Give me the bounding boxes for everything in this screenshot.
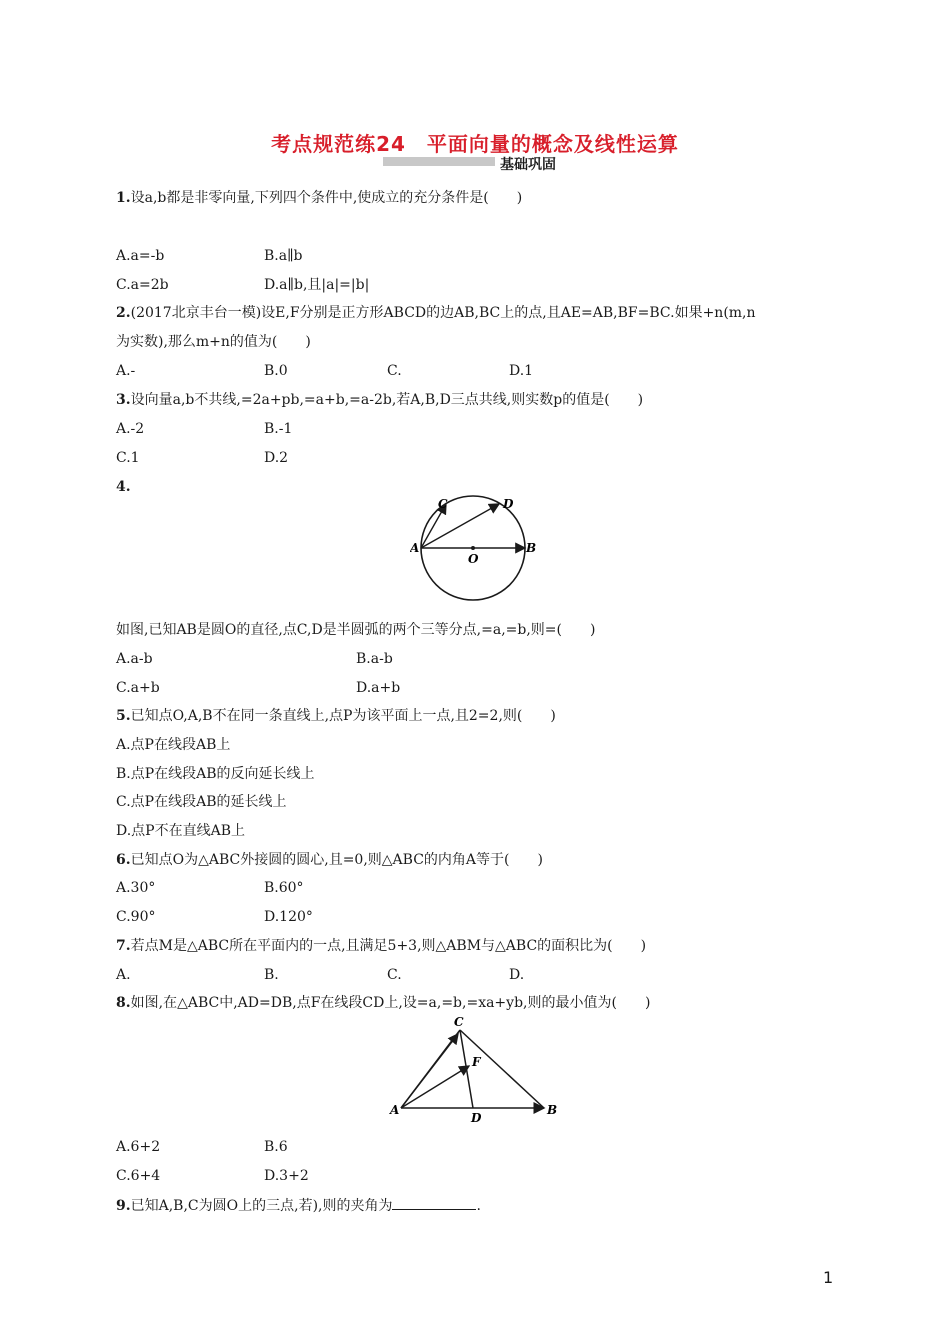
question-number: 1. <box>116 190 131 206</box>
median-cd <box>460 1030 473 1108</box>
q3-option-c: C.1 <box>116 450 140 466</box>
label-b: B <box>547 1103 558 1117</box>
question-number: 9. <box>116 1198 131 1214</box>
circle-diagram <box>410 492 540 602</box>
question-stem: 已知A,B,C为圆O上的三点,若),则的夹角为 <box>130 1198 393 1214</box>
question-number: 8. <box>116 995 131 1011</box>
question-4-number <box>116 477 131 497</box>
page-number: 1 <box>823 1268 834 1287</box>
q6-option-b: B.60° <box>264 880 304 896</box>
question-number: 5. <box>116 708 131 724</box>
q1-option-b: B.a∥b <box>264 248 303 264</box>
question-6 <box>116 850 543 870</box>
question-stem: (2017北京丰台一模)设E,F分别是正方形ABCD的边AB,BC上的点,且AE=AB,BF=BC.如果+n(m,n <box>130 305 756 321</box>
q5-option-c: C.点P在线段AB的延长线上 <box>116 794 287 810</box>
question-stem: 如图,在△ABC中,AD=DB,点F在线段CD上,设=a,=b,=xa+yb,则的最小值为( ) <box>130 995 651 1011</box>
question-number: 7. <box>116 938 131 954</box>
label-f: F <box>472 1055 481 1069</box>
q6-option-c: C.90° <box>116 909 156 925</box>
q8-option-d: D.3+2 <box>264 1168 309 1184</box>
label-a: A <box>390 1103 400 1117</box>
label-b: B <box>526 541 537 555</box>
label-c: C <box>454 1015 464 1029</box>
question-7 <box>116 936 646 956</box>
q1-option-d: D.a∥b,且|a|=|b| <box>264 277 370 293</box>
question-number: 2. <box>116 305 131 321</box>
q8-option-b: B.6 <box>264 1139 288 1155</box>
side-cb <box>460 1030 544 1108</box>
question-1 <box>116 188 522 208</box>
question-5 <box>116 706 556 726</box>
label-a: A <box>410 541 420 555</box>
label-d: D <box>503 497 514 511</box>
q8-option-a: A.6+2 <box>116 1139 161 1155</box>
q4-option-c: C.a+b <box>116 680 160 696</box>
q2-option-d: D.1 <box>509 363 534 379</box>
question-stem: 设a,b都是非零向量,下列四个条件中,使成立的充分条件是( ) <box>130 190 523 206</box>
q1-option-a: A.a=-b <box>116 248 165 264</box>
q4-option-b: B.a-b <box>356 651 393 667</box>
vector-ac <box>401 1034 458 1108</box>
question-number: 3. <box>116 392 131 408</box>
label-o: O <box>468 552 479 566</box>
question-2-line-2: 为实数),那么m+n的值为( ) <box>116 334 311 350</box>
label-d: D <box>471 1111 482 1125</box>
question-4: 如图,已知AB是圆O的直径,点C,D是半圆弧的两个三等分点,=a,=b,则=( ) <box>116 622 596 638</box>
question-3 <box>116 390 643 410</box>
q5-option-d: D.点P不在直线AB上 <box>116 823 245 839</box>
q2-option-c: C. <box>387 363 402 379</box>
q4-option-d: D.a+b <box>356 680 401 696</box>
q2-option-b: B.0 <box>264 363 288 379</box>
q7-option-c: C. <box>387 967 402 983</box>
page-title: 考点规范练24 平面向量的概念及线性运算 <box>271 132 679 156</box>
q7-option-a: A. <box>116 967 131 983</box>
q7-option-d: D. <box>509 967 525 983</box>
section-label: 基础巩固 <box>500 157 556 173</box>
question-8 <box>116 993 650 1013</box>
q3-option-a: A.-2 <box>116 421 145 437</box>
question-2 <box>116 303 756 323</box>
question-stem: 已知点O为△ABC外接圆的圆心,且=0,则△ABC的内角A等于( ) <box>130 852 543 868</box>
q3-option-b: B.-1 <box>264 421 293 437</box>
section-bar <box>383 157 495 166</box>
q2-option-a: A.- <box>116 363 136 379</box>
question-stem: 已知点O,A,B不在同一条直线上,点P为该平面上一点,且2=2,则( ) <box>130 708 556 724</box>
question-stem: 若点M是△ABC所在平面内的一点,且满足5+3,则△ABM与△ABC的面积比为( ) <box>130 938 647 954</box>
triangle-diagram <box>388 1010 560 1128</box>
q3-option-d: D.2 <box>264 450 289 466</box>
q7-option-b: B. <box>264 967 279 983</box>
label-c: C <box>438 497 448 511</box>
question-number: 6. <box>116 852 131 868</box>
q5-option-a: A.点P在线段AB上 <box>116 737 231 753</box>
center-point <box>471 546 475 550</box>
q6-option-a: A.30° <box>116 880 156 896</box>
q1-option-c: C.a=2b <box>116 277 169 293</box>
q8-option-c: C.6+4 <box>116 1168 161 1184</box>
question-end: . <box>476 1198 481 1214</box>
question-stem: 设向量a,b不共线,=2a+pb,=a+b,=a-2b,若A,B,D三点共线,则实数p的值是( ) <box>130 392 644 408</box>
vector-af <box>401 1066 469 1108</box>
question-9 <box>116 1195 481 1216</box>
answer-blank[interactable] <box>392 1195 476 1210</box>
q6-option-d: D.120° <box>264 909 313 925</box>
q5-option-b: B.点P在线段AB的反向延长线上 <box>116 766 315 782</box>
q4-option-a: A.a-b <box>116 651 153 667</box>
question-number: 4. <box>116 479 131 495</box>
